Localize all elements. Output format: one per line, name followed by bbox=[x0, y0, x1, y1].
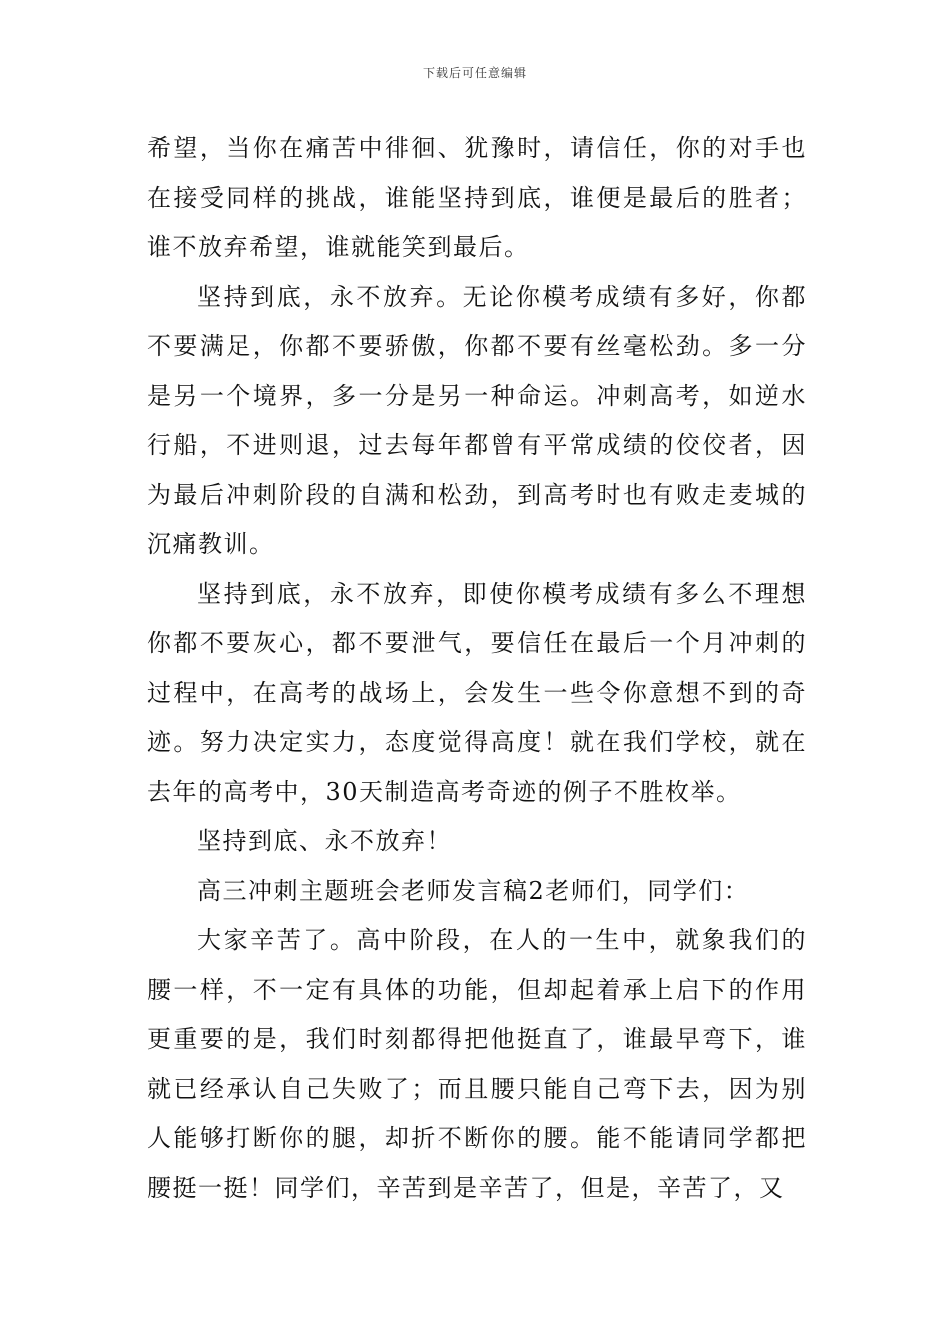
paragraph-4: 坚持到底、永不放弃！ bbox=[197, 827, 452, 855]
page-header: 下载后可任意编辑 bbox=[422, 66, 527, 80]
document-body bbox=[147, 124, 807, 1213]
paragraph-1: 希望，当你在痛苦中徘徊、犹豫时，请信任，你的对手也在接受同样的挑战，谁能坚持到底，谁便是最后的胜者；谁不放弃希望，谁就能笑到最后。 bbox=[147, 134, 807, 261]
paragraph-3: 坚持到底，永不放弃，即使你模考成绩有多么不理想你都不要灰心，都不要泄气，要信任在最后一个月冲刺的过程中，在高考的战场上，会发生一些令你意想不到的奇迹。努力决定实力，态度觉得高度！就在我们学校，就在去年的高考中，30天制造高考奇迹的例子不胜枚举。 bbox=[147, 579, 807, 806]
paragraph-5: 高三冲刺主题班会老师发言稿2老师们，同学们： bbox=[197, 876, 750, 905]
paragraph-2: 坚持到底，永不放弃。无论你模考成绩有多好，你都不要满足，你都不要骄傲，你都不要有丝毫松劲。多一分是另一个境界，多一分是另一种命运。冲刺高考，如逆水行船，不进则退，过去每年都曾有平常成绩的佼佼者，因为最后冲刺阶段的自满和松劲，到高考时也有败走麦城的沉痛教训。 bbox=[147, 282, 807, 558]
paragraph-6: 大家辛苦了。高中阶段，在人的一生中，就象我们的腰一样，不一定有具体的功能，但却起着承上启下的作用更重要的是，我们时刻都得把他挺直了，谁最早弯下，谁就已经承认自己失败了；而且腰只能自己弯下去，因为别人能够打断你的腿，却折不断你的腰。能不能请同学都把腰挺一挺！同学们，辛苦到是辛苦了，但是，辛苦了，又 bbox=[147, 926, 807, 1202]
